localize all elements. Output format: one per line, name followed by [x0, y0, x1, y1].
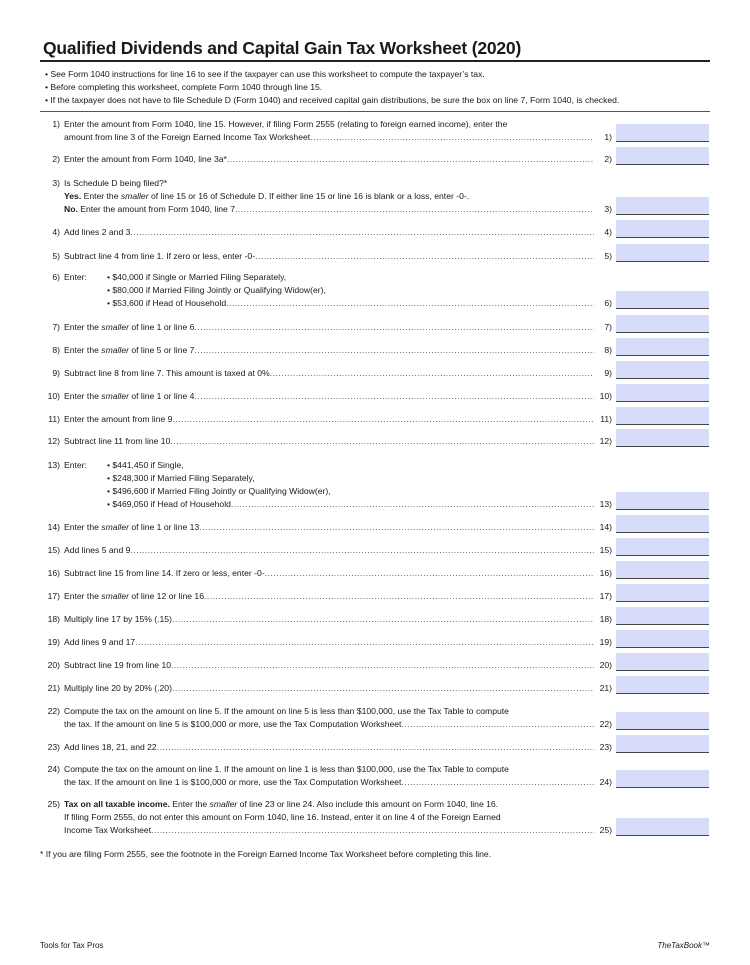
- line-number: 4): [52, 227, 60, 237]
- line-ref: 4): [604, 227, 612, 237]
- line-16-amount-field[interactable]: [616, 561, 709, 579]
- line-ref: 19): [599, 637, 612, 647]
- line-ref: 21): [599, 683, 612, 693]
- line-ref: 9): [604, 368, 612, 378]
- line-text: Add lines 2 and 3: [64, 227, 131, 237]
- line-number: 14): [47, 522, 60, 532]
- line-text: the tax. If the amount on line 1 is $100,000 or more, use the Tax Computation Worksheet: [64, 777, 402, 787]
- line-number: 10): [47, 391, 60, 401]
- line-13-amount-field[interactable]: [616, 492, 709, 510]
- line-text: Compute the tax on the amount on line 5. If the amount on line 5 is less than $100,000, use the Tax Table to compute: [64, 706, 509, 716]
- line-number: 12): [47, 436, 60, 446]
- line-text: of line 1 or line 6: [131, 322, 195, 332]
- threshold-item: • $80,000 if Married Filing Jointly or Qualifying Widow(er),: [107, 285, 326, 295]
- line-text: Enter the: [64, 591, 99, 601]
- line-text: Add lines 9 and 17: [64, 637, 136, 647]
- line-ref: 13): [599, 499, 612, 509]
- line-number: 24): [47, 764, 60, 774]
- page-title: Qualified Dividends and Capital Gain Tax Worksheet (2020): [43, 38, 522, 58]
- threshold-item: • $441,450 if Single,: [107, 460, 184, 470]
- line-ref: 16): [599, 568, 612, 578]
- line-ref: 15): [599, 545, 612, 555]
- line-text-emphasis: smaller: [101, 345, 129, 355]
- line-2-amount-field[interactable]: [616, 147, 709, 165]
- line-ref: 7): [604, 322, 612, 332]
- line-text: If filing Form 2555, do not enter this amount on Form 1040, line 16. Instead, enter it on line 4 of the Foreign Earned: [64, 812, 501, 822]
- line-6-amount-field[interactable]: [616, 291, 709, 309]
- line-ref: 2): [604, 154, 612, 164]
- line-text-emphasis: smaller: [101, 522, 129, 532]
- line-number: 8): [52, 345, 60, 355]
- enter-label: Enter:: [64, 460, 87, 470]
- line-ref: 8): [604, 345, 612, 355]
- line-text: Add lines 5 and 9: [64, 545, 131, 555]
- line-11-amount-field[interactable]: [616, 407, 709, 425]
- line-text: Enter the: [64, 345, 99, 355]
- line-ref: 25): [599, 825, 612, 835]
- line-15-amount-field[interactable]: [616, 538, 709, 556]
- line-text: Enter the amount from line 9: [64, 414, 173, 424]
- line-text: Enter the: [83, 191, 119, 201]
- title-rule: [40, 60, 710, 62]
- footer-publisher: Tools for Tax Pros: [40, 941, 104, 950]
- line-text: Enter the amount from Form 1040, line 7: [80, 204, 235, 214]
- line-9-amount-field[interactable]: [616, 361, 709, 379]
- line-text: Enter the: [64, 391, 99, 401]
- line-text: Compute the tax on the amount on line 1. If the amount on line 1 is less than $100,000, use the Tax Table to compute: [64, 764, 509, 774]
- threshold-item: • $40,000 if Single or Married Filing Separately,: [107, 272, 287, 282]
- line-number: 15): [47, 545, 60, 555]
- line-text: Enter the: [64, 522, 99, 532]
- line-1-amount-field[interactable]: [616, 124, 709, 142]
- threshold-item: • $496,600 if Married Filing Jointly or Qualifying Widow(er),: [107, 486, 331, 496]
- no-label: No.: [64, 204, 78, 214]
- line-text: Enter the: [172, 799, 208, 809]
- line-8-amount-field[interactable]: [616, 338, 709, 356]
- line-12-amount-field[interactable]: [616, 429, 709, 447]
- line-ref: 10): [599, 391, 612, 401]
- line-text: Subtract line 4 from line 1. If zero or less, enter -0-: [64, 251, 256, 261]
- line-19-amount-field[interactable]: [616, 630, 709, 648]
- line-number: 3): [52, 178, 60, 188]
- footer-brand: TheTaxBook™: [657, 941, 710, 950]
- line-text-emphasis: smaller: [101, 591, 129, 601]
- line-number: 9): [52, 368, 60, 378]
- line-ref: 3): [604, 204, 612, 214]
- line-25-amount-field[interactable]: [616, 818, 709, 836]
- line-number: 22): [47, 706, 60, 716]
- line-number: 21): [47, 683, 60, 693]
- intro-bullet: • If the taxpayer does not have to file Schedule D (Form 1040) and received capital gain distributions, be sure the box on line 7, Form 1040, is checked.: [45, 95, 620, 105]
- line-ref: 18): [599, 614, 612, 624]
- line-text: Subtract line 19 from line 10: [64, 660, 172, 670]
- line-text-emphasis: smaller: [120, 191, 149, 201]
- line-text: Subtract line 15 from line 14. If zero or less, enter -0-: [64, 568, 265, 578]
- line-20-amount-field[interactable]: [616, 653, 709, 671]
- line-text-emphasis: smaller: [101, 391, 129, 401]
- line-23-amount-field[interactable]: [616, 735, 709, 753]
- line-text: of line 15 or 16 of Schedule D. If either line 15 or line 16 is blank or a loss, enter -0-.: [150, 191, 470, 201]
- line-7-amount-field[interactable]: [616, 315, 709, 333]
- threshold-item: • $53,600 if Head of Household: [107, 298, 227, 308]
- line-ref: 1): [604, 132, 612, 142]
- line-ref: 12): [599, 436, 612, 446]
- line-number: 11): [48, 414, 60, 424]
- threshold-item: • $248,300 if Married Filing Separately,: [107, 473, 255, 483]
- line-number: 5): [52, 251, 60, 261]
- line-ref: 24): [599, 777, 612, 787]
- line-text-emphasis: smaller: [101, 322, 129, 332]
- line-number: 17): [47, 591, 60, 601]
- line-3-amount-field[interactable]: [616, 197, 709, 215]
- line-number: 23): [47, 742, 60, 752]
- line-number: 16): [47, 568, 60, 578]
- intro-bullets: [45, 68, 710, 107]
- line-number: 2): [52, 154, 60, 164]
- line-5-amount-field[interactable]: [616, 244, 709, 262]
- yes-label: Yes.: [64, 191, 82, 201]
- line-10-amount-field[interactable]: [616, 384, 709, 402]
- line-number: 19): [47, 637, 60, 647]
- line-ref: 14): [599, 522, 612, 532]
- line-text: amount from line 3 of the Foreign Earned Income Tax Worksheet: [64, 132, 311, 142]
- line-ref: 23): [599, 742, 612, 752]
- line-ref: 17): [599, 591, 612, 601]
- line-number: 1): [52, 119, 60, 129]
- line-ref: 11): [600, 414, 612, 424]
- line-24-amount-field[interactable]: [616, 770, 709, 788]
- line-ref: 20): [599, 660, 612, 670]
- line-18-amount-field[interactable]: [616, 607, 709, 625]
- line-text: Enter the: [64, 322, 99, 332]
- threshold-item: • $469,050 if Head of Household: [107, 499, 231, 509]
- line-text-emphasis: smaller: [209, 799, 238, 809]
- line-ref: 22): [599, 719, 612, 729]
- line-text: of line 23 or line 24. Also include this amount on Form 1040, line 16.: [239, 799, 499, 809]
- line-14-amount-field[interactable]: [616, 515, 709, 533]
- footnote: * If you are filing Form 2555, see the footnote in the Foreign Earned Income Tax Worksheet before completing this line.: [40, 849, 492, 859]
- line-text: Income Tax Worksheet: [64, 825, 152, 835]
- line-text: Is Schedule D being filed?*: [64, 178, 168, 188]
- line-4-amount-field[interactable]: [616, 220, 709, 238]
- line-text-bold: Tax on all taxable income.: [64, 799, 170, 809]
- line-ref: 5): [604, 251, 612, 261]
- line-text: Enter the amount from Form 1040, line 3a*: [64, 154, 227, 164]
- line-17-amount-field[interactable]: [616, 584, 709, 602]
- line-number: 20): [47, 660, 60, 670]
- line-ref: 6): [604, 298, 612, 308]
- line-text: of line 12 or line 16: [131, 591, 204, 601]
- line-text: Add lines 18, 21, and 22: [64, 742, 157, 752]
- line-22-amount-field[interactable]: [616, 712, 709, 730]
- line-text: of line 5 or line 7: [131, 345, 195, 355]
- intro-bullet: • Before completing this worksheet, complete Form 1040 through line 15.: [45, 82, 323, 92]
- line-text: Multiply line 20 by 20% (.20): [64, 683, 172, 693]
- line-number: 13): [47, 460, 60, 470]
- line-text: Subtract line 11 from line 10: [64, 436, 171, 446]
- intro-rule: [40, 111, 710, 112]
- line-number: 18): [47, 614, 60, 624]
- line-text: Multiply line 17 by 15% (.15): [64, 614, 172, 624]
- intro-bullet: • See Form 1040 instructions for line 16 to see if the taxpayer can use this worksheet to compute the taxpayer’s tax.: [45, 69, 485, 79]
- enter-label: Enter:: [64, 272, 87, 282]
- line-text: Subtract line 8 from line 7. This amount is taxed at 0%: [64, 368, 270, 378]
- line-21-amount-field[interactable]: [616, 676, 709, 694]
- line-text: of line 1 or line 13: [131, 522, 200, 532]
- line-text: the tax. If the amount on line 5 is $100,000 or more, use the Tax Computation Worksheet: [64, 719, 402, 729]
- line-number: 6): [52, 272, 60, 282]
- line-text: Enter the amount from Form 1040, line 15. However, if filing Form 2555 (relating to foreign earned income), enter the: [64, 119, 508, 129]
- line-number: 25): [47, 799, 60, 809]
- line-number: 7): [52, 322, 60, 332]
- line-text: of line 1 or line 4: [131, 391, 195, 401]
